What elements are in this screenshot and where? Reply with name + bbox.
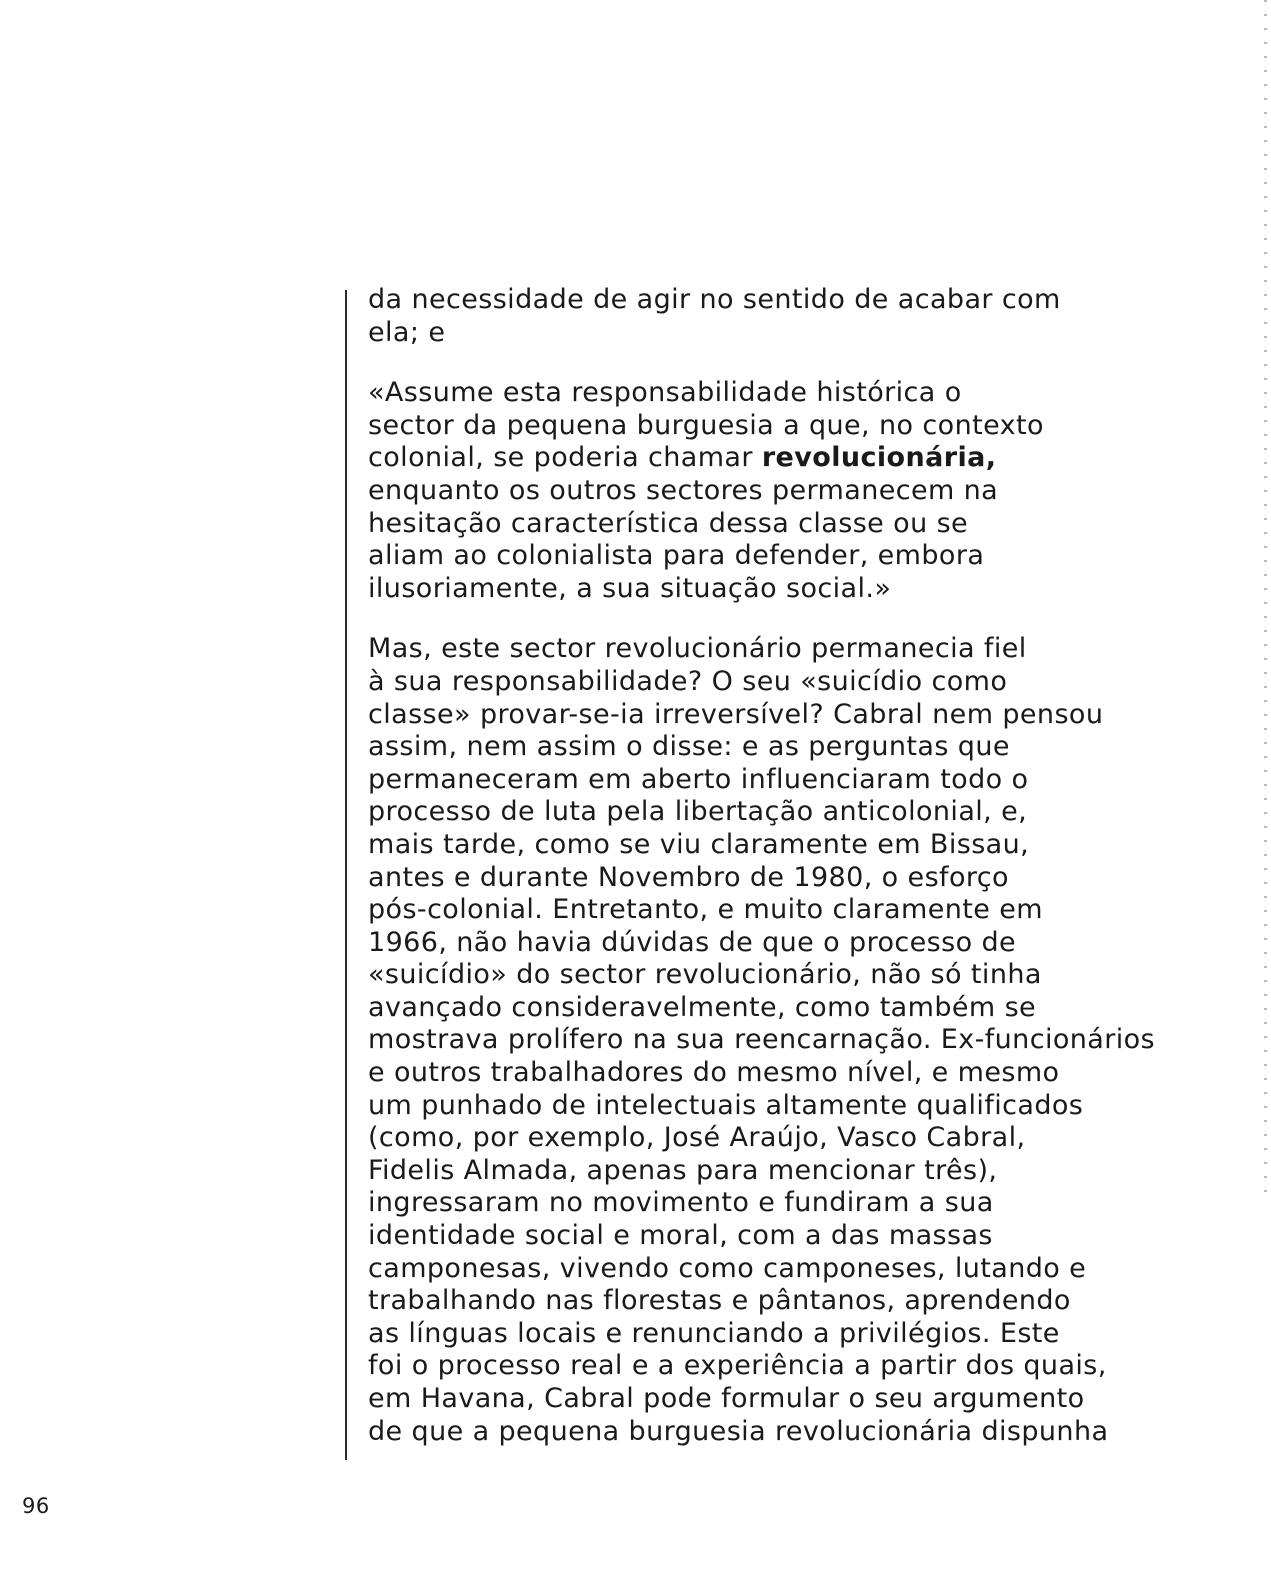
text-line: aliam ao colonialista para defender, embora bbox=[368, 540, 985, 572]
scan-edge-marks bbox=[1264, 0, 1267, 1200]
text-line: um punhado de intelectuais altamente qualificados bbox=[368, 1089, 1084, 1121]
text-line: ingressaram no movimento e fundiram a sua bbox=[368, 1187, 994, 1219]
text-line: sector da pequena burguesia a que, no contexto bbox=[368, 409, 1044, 441]
text-line: identidade social e moral, com a das massas bbox=[368, 1220, 993, 1252]
text-line: assim, nem assim o disse: e as perguntas que bbox=[368, 731, 1010, 763]
text-line: trabalhando nas florestas e pântanos, aprendendo bbox=[368, 1285, 1071, 1317]
paragraph-3 bbox=[368, 633, 1198, 1448]
text-line: permaneceram em aberto influenciaram todo o bbox=[368, 763, 1029, 795]
text-line-with-emphasis bbox=[368, 442, 1198, 475]
text-line: Mas, este sector revolucionário permanecia fiel bbox=[368, 633, 1027, 665]
text-line: mais tarde, como se viu claramente em Bissau, bbox=[368, 828, 1030, 860]
text-line: «suicídio» do sector revolucionário, não só tinha bbox=[368, 959, 1042, 991]
text-segment: colonial, se poderia chamar bbox=[368, 442, 762, 474]
text-line: de que a pequena burguesia revolucionária dispunha bbox=[368, 1415, 1109, 1447]
text-line: antes e durante Novembro de 1980, o esforço bbox=[368, 861, 1009, 893]
paragraph-2-quote bbox=[368, 377, 1198, 605]
text-line: avançado consideravelmente, como também se bbox=[368, 991, 1037, 1023]
margin-rule bbox=[345, 290, 347, 1460]
text-line: classe» provar-se-ia irreversível? Cabral nem pensou bbox=[368, 698, 1104, 730]
text-line: pós-colonial. Entretanto, e muito claramente em bbox=[368, 894, 1043, 926]
text-line: 1966, não havia dúvidas de que o processo de bbox=[368, 926, 1017, 958]
text-line: enquanto os outros sectores permanecem na bbox=[368, 474, 999, 506]
text-line: as línguas locais e renunciando a privilégios. Este bbox=[368, 1317, 1060, 1349]
text-line: (como, por exemplo, José Araújo, Vasco Cabral, bbox=[368, 1122, 1026, 1154]
text-line: hesitação característica dessa classe ou se bbox=[368, 507, 969, 539]
text-line: processo de luta pela libertação anticolonial, e, bbox=[368, 796, 1028, 828]
text-line: foi o processo real e a experiência a partir dos quais, bbox=[368, 1350, 1107, 1382]
emphasized-word: revolucionária, bbox=[761, 442, 997, 474]
body-text bbox=[368, 284, 1198, 1448]
text-line: à sua responsabilidade? O seu «suicídio como bbox=[368, 665, 1008, 697]
text-line: ela; e bbox=[368, 316, 446, 348]
page-number: 96 bbox=[22, 1494, 50, 1518]
text-line: em Havana, Cabral pode formular o seu argumento bbox=[368, 1383, 1085, 1414]
text-line: ilusoriamente, a sua situação social.» bbox=[368, 572, 892, 604]
text-line: «Assume esta responsabilidade histórica o bbox=[368, 377, 962, 409]
text-line: da necessidade de agir no sentido de acabar com bbox=[368, 284, 1061, 315]
text-line: camponesas, vivendo como camponeses, lutando e bbox=[368, 1252, 1087, 1284]
text-line: mostrava prolífero na sua reencarnação. Ex-funcionários bbox=[368, 1024, 1156, 1056]
text-line: e outros trabalhadores do mesmo nível, e mesmo bbox=[368, 1057, 1060, 1089]
text-line: Fidelis Almada, apenas para mencionar três), bbox=[368, 1154, 998, 1186]
paragraph-1 bbox=[368, 284, 1198, 349]
